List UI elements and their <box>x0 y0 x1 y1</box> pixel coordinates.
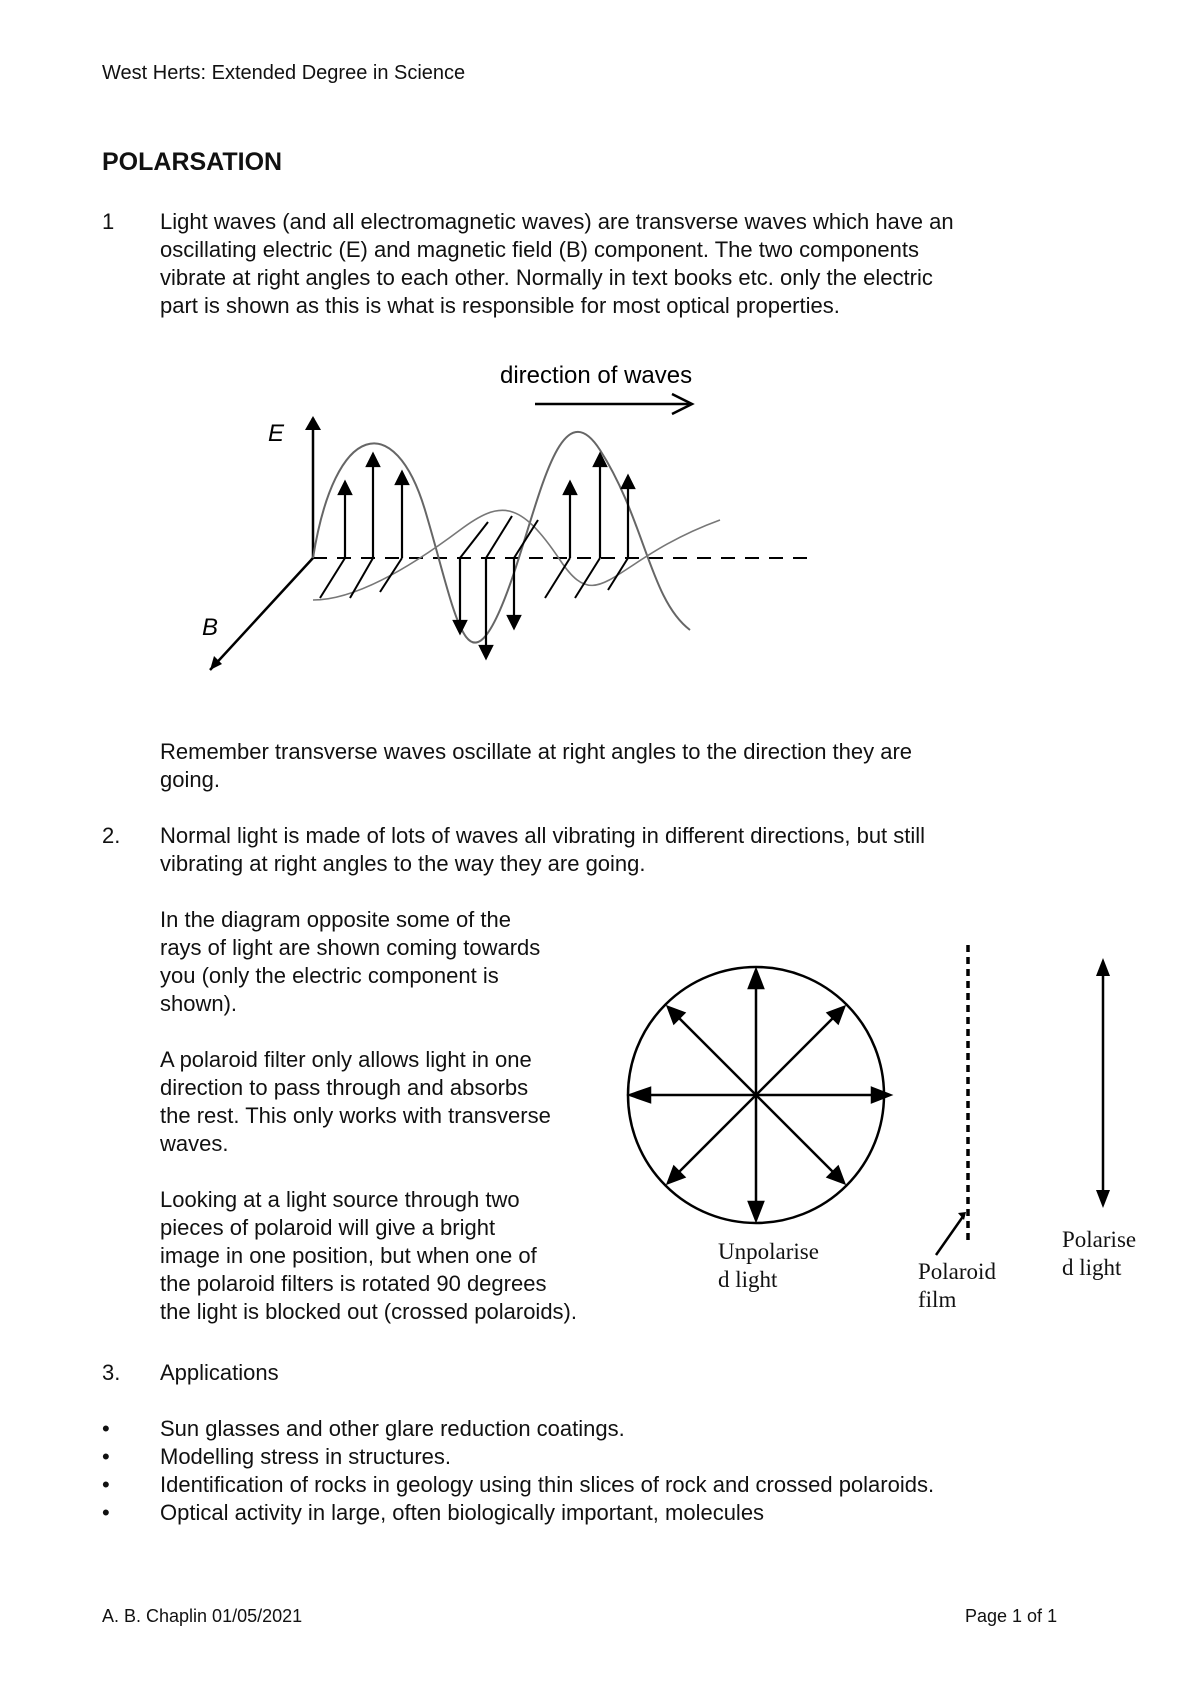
paragraph-line: In the diagram opposite some of the <box>160 907 511 932</box>
polarised-light-label <box>1062 1226 1136 1282</box>
remember-text <box>160 738 1060 794</box>
paragraph-line: direction to pass through and absorbs <box>160 1075 529 1100</box>
page-title: POLARSATION <box>102 148 283 176</box>
section-1-line: part is shown as this is what is responsible for most optical properties. <box>160 293 840 318</box>
paragraph-line: pieces of polaroid will give a bright <box>160 1215 496 1240</box>
label-line: Polaroid <box>918 1259 996 1284</box>
paragraph-line: the polaroid filters is rotated 90 degrees <box>160 1271 547 1296</box>
b-axis <box>210 558 313 670</box>
label-line: Polarise <box>1062 1227 1137 1252</box>
paragraph-line: waves. <box>160 1131 229 1156</box>
list-item-text: Identification of rocks in geology using thin slices of rock and crossed polaroids. <box>160 1472 935 1497</box>
list-item <box>102 1415 1102 1443</box>
section-1-line: Light waves (and all electromagnetic waves) are transverse waves which have an <box>160 209 954 234</box>
paragraph-line: the light is blocked out (crossed polaroids). <box>160 1299 577 1324</box>
label-line: d light <box>718 1267 778 1292</box>
footer-page-number: Page 1 of 1 <box>965 1606 1058 1626</box>
section-2-paragraph-b <box>160 1046 630 1158</box>
list-item <box>102 1499 1102 1527</box>
list-item-text: Sun glasses and other glare reduction coatings. <box>160 1416 625 1441</box>
remember-line: Remember transverse waves oscillate at right angles to the direction they are <box>160 739 913 764</box>
unpolarised-light-label <box>718 1238 819 1294</box>
section-1-number: 1 <box>102 209 115 234</box>
section-2-text <box>160 822 1060 878</box>
b-axis-label: B <box>202 614 219 641</box>
direction-of-waves-label: direction of waves <box>500 362 693 389</box>
bullet-icon: • <box>102 1416 110 1441</box>
remember-line: going. <box>160 767 220 792</box>
paragraph-line: you (only the electric component is <box>160 963 499 988</box>
section-2-number: 2. <box>102 823 121 848</box>
list-item <box>102 1471 1102 1499</box>
label-line: Unpolarise <box>718 1239 819 1264</box>
section-1-text <box>160 208 1060 320</box>
e-axis-arrowhead <box>305 416 321 430</box>
paragraph-line: A polaroid filter only allows light in one <box>160 1047 532 1072</box>
list-item-text: Optical activity in large, often biologically important, molecules <box>160 1500 765 1525</box>
page-header: West Herts: Extended Degree in Science <box>102 62 466 84</box>
polaroid-film-label <box>918 1258 996 1314</box>
applications-list <box>102 1415 1102 1527</box>
bullet-icon: • <box>102 1472 110 1497</box>
label-line: film <box>918 1287 957 1312</box>
paragraph-line: rays of light are shown coming towards <box>160 935 541 960</box>
bullet-icon: • <box>102 1444 110 1469</box>
section-1-line: oscillating electric (E) and magnetic field (B) component. The two components <box>160 237 919 262</box>
e-axis-label: E <box>268 420 285 447</box>
section-2-line: Normal light is made of lots of waves all vibrating in different directions, but still <box>160 823 926 848</box>
polarised-vector-top-arrowhead <box>1096 958 1110 976</box>
section-3-heading: Applications <box>160 1360 279 1385</box>
polaroid-pointer <box>936 1215 964 1255</box>
footer-author-date: A. B. Chaplin 01/05/2021 <box>102 1606 303 1626</box>
polarised-vector-bottom-arrowhead <box>1096 1190 1110 1208</box>
section-3-number: 3. <box>102 1360 121 1385</box>
list-item <box>102 1443 1102 1471</box>
label-line: d light <box>1062 1255 1122 1280</box>
section-1-line: vibrate at right angles to each other. Normally in text books etc. only the electric <box>160 265 933 290</box>
paragraph-line: image in one position, but when one of <box>160 1243 537 1268</box>
bullet-icon: • <box>102 1500 110 1525</box>
paragraph-line: Looking at a light source through two <box>160 1187 520 1212</box>
paragraph-line: the rest. This only works with transverse <box>160 1103 551 1128</box>
section-2-paragraph-c <box>160 1186 640 1326</box>
em-wave-diagram <box>180 350 830 680</box>
section-2-paragraph-a <box>160 906 630 1018</box>
section-2-line: vibrating at right angles to the way they are going. <box>160 851 646 876</box>
paragraph-line: shown). <box>160 991 238 1016</box>
list-item-text: Modelling stress in structures. <box>160 1444 451 1469</box>
